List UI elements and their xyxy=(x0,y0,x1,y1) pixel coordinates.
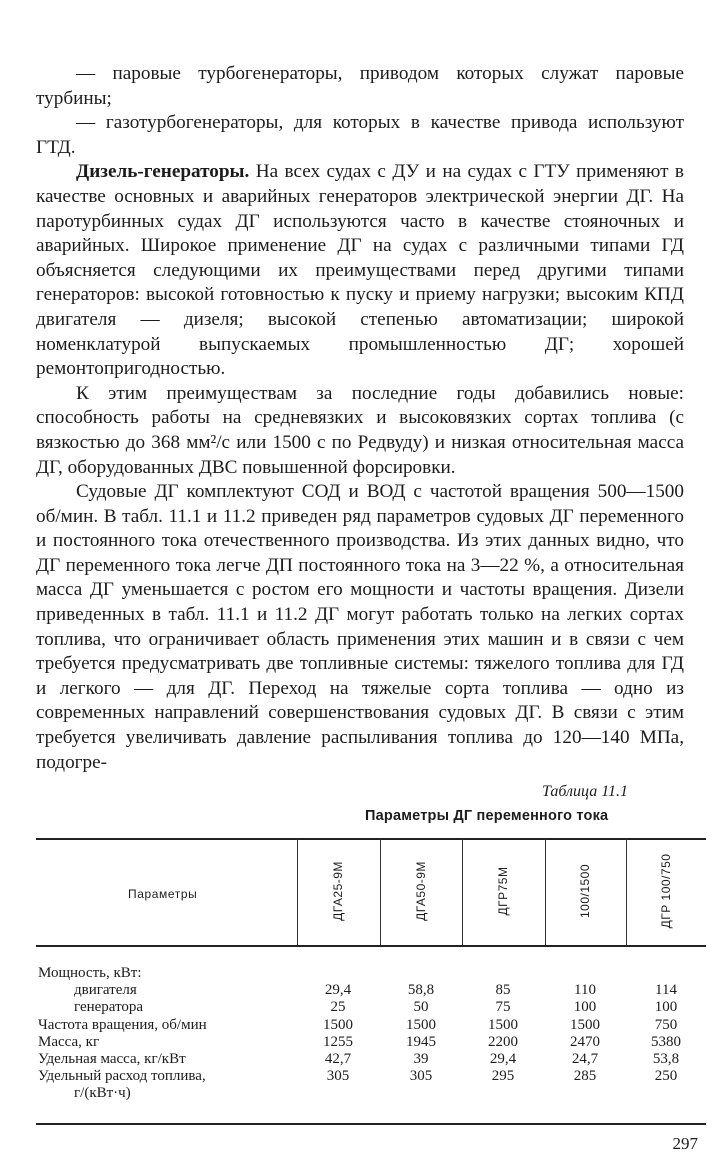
column-header: ДГА50-9М xyxy=(414,861,428,921)
row-label: Масса, кг xyxy=(38,1033,100,1050)
column-header: ДГР75М xyxy=(496,866,510,916)
paragraph xyxy=(36,62,684,111)
body-text xyxy=(36,62,684,775)
row-label: Мощность, кВт: xyxy=(38,965,142,981)
table-cell: 2200 xyxy=(488,1033,518,1050)
table-bottom-rule xyxy=(36,1123,706,1125)
table-row xyxy=(0,1034,714,1051)
paragraph-text: — паровые турбогенераторы, приводом которых служат паровые турбины; xyxy=(36,63,684,109)
column-header: 100/1500 xyxy=(578,863,592,919)
table-cell: 58,8 xyxy=(407,982,435,999)
table-row xyxy=(0,1085,714,1102)
table-cell: 5380 xyxy=(651,1033,681,1050)
column-header: ДГА25-9М xyxy=(331,861,345,921)
table-cell: 1255 xyxy=(323,1033,353,1050)
paragraph-lead: Дизель-генераторы. xyxy=(76,161,250,183)
table-cell: 24,7 xyxy=(571,1051,599,1067)
table-cell: 1500 xyxy=(488,1016,518,1033)
table-cell: 50 xyxy=(413,999,429,1016)
column-header: ДГР 100/750 xyxy=(659,853,673,929)
header-divider xyxy=(297,839,298,945)
table-cell: 75 xyxy=(495,999,511,1016)
row-label: г/(кВт·ч) xyxy=(74,1085,131,1102)
row-label: двигателя xyxy=(74,982,137,999)
table-top-rule xyxy=(36,838,706,840)
header-divider xyxy=(380,839,381,945)
table-cell: 114 xyxy=(655,982,677,999)
paragraph-text: На всех судах с ДУ и на судах с ГТУ применяют в качестве основных и аварийных генераторов электрической энергии ДГ. На паротурбинных судах ДГ используются часто в качестве стояночных и аварийных. Широкое применение ДГ на судах с различными типами ГД объясняется следующими их преимуществами перед другими типами генераторов: высокой готовностью к пуску и приему нагрузки; высоким КПД двигателя — дизеля; высокой степенью автоматизации; широкой номенклатурой выпускаемых промышленностью ДГ; хорошей ремонтопригодностью. xyxy=(36,161,684,380)
table-cell: 285 xyxy=(573,1068,597,1085)
paragraph-text: К этим преимуществам за последние годы добавились новые: способность работы на средневязких и высоковязких сортах топлива (с вязкостью до 368 мм²/с или 1500 с по Редвуду) и низкая относительная масса ДГ, оборудованных ДВС повышенной форсировки. xyxy=(36,382,684,478)
header-divider xyxy=(626,839,627,945)
table-cell: 53,8 xyxy=(652,1051,680,1067)
table-row xyxy=(0,1017,714,1034)
header-divider xyxy=(462,839,463,945)
table-cell: 750 xyxy=(654,1016,678,1033)
paragraph xyxy=(36,111,684,160)
table-cell: 250 xyxy=(654,1068,678,1085)
paragraph xyxy=(36,160,684,381)
paragraph-text: — газотурбогенераторы, для которых в качестве привода используют ГТД. xyxy=(36,112,684,158)
table-caption: Таблица 11.1 xyxy=(542,783,628,800)
page-number: 297 xyxy=(672,1134,698,1153)
table-row xyxy=(0,982,714,999)
table-cell: 100 xyxy=(654,999,678,1016)
table-cell: 39 xyxy=(413,1051,429,1067)
table-row xyxy=(0,1068,714,1085)
table-header-rule xyxy=(36,945,706,947)
table-title: Параметры ДГ переменного тока xyxy=(365,808,609,824)
paragraph xyxy=(36,480,684,775)
param-header: Параметры xyxy=(128,887,198,901)
table-cell: 1945 xyxy=(406,1033,436,1050)
table-cell: 25 xyxy=(330,999,346,1016)
table-cell: 305 xyxy=(326,1068,350,1085)
row-label: генератора xyxy=(74,999,144,1016)
table-cell: 29,4 xyxy=(324,982,352,999)
table-cell: 2470 xyxy=(570,1033,600,1050)
table-row xyxy=(0,999,714,1016)
table-cell: 29,4 xyxy=(489,1051,517,1067)
table-row xyxy=(0,1051,714,1068)
table-cell: 42,7 xyxy=(324,1051,352,1067)
table-cell: 1500 xyxy=(406,1016,436,1033)
table-cell: 1500 xyxy=(570,1016,600,1033)
paragraph-text: Судовые ДГ комплектуют СОД и ВОД с частотой вращения 500—1500 об/мин. В табл. 11.1 и 11.2 приведен ряд параметров судовых ДГ переменного и постоянного тока отечественного производства. Из этих данных видно, что ДГ переменного тока легче ДП постоянного тока на 3—22 %, а относительная масса ДГ уменьшается с ростом его мощности и частоты вращения. Дизели приведенных в табл. 11.1 и 11.2 ДГ могут работать только на легких сортах топлива, что ограничивает область применения этих машин и в связи с чем требуется предусматривать две топливные системы: тяжелого топлива для ГД и легкого — для ДГ. Переход на тяжелые сорта топлива — одно из современных направлений совершенствования судовых ДГ. В связи с этим требуется увеличивать давление распыливания топлива до 120—140 МПа, подогре- xyxy=(36,481,684,773)
table-cell: 305 xyxy=(409,1068,433,1085)
table-cell: 1500 xyxy=(323,1016,353,1033)
table-cell: 100 xyxy=(573,999,597,1016)
table-cell: 85 xyxy=(495,982,511,999)
row-label: Удельный расход топлива, xyxy=(38,1068,206,1085)
table-row xyxy=(0,965,714,982)
table-cell: 110 xyxy=(574,982,596,999)
header-divider xyxy=(545,839,546,945)
table-cell: 295 xyxy=(491,1068,515,1085)
row-label: Частота вращения, об/мин xyxy=(38,1016,207,1033)
paragraph xyxy=(36,382,684,480)
row-label: Удельная масса, кг/кВт xyxy=(38,1051,186,1067)
